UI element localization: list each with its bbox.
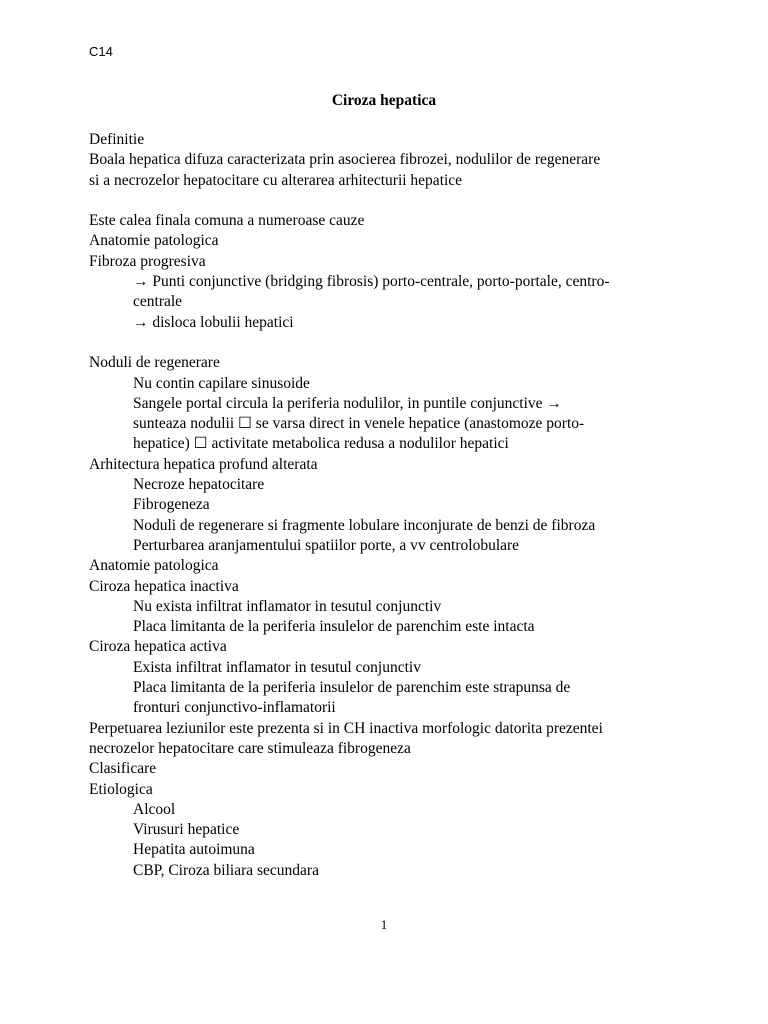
list-item: Nu exista infiltrat inflamator in tesutul conjunctiv [133,597,442,615]
perpetuation-line: necrozelor hepatocitare care stimuleaza fibrogeneza [89,739,411,757]
section-heading: Ciroza hepatica inactiva [89,577,239,595]
section-heading: Etiologica [89,780,153,798]
nodules-item-line: sunteaza nodulii ☐ se varsa direct in venele hepatice (anastomoze porto- [133,415,585,433]
blank-line [89,333,689,353]
section-heading: Anatomie patologica [89,557,219,575]
list-item: Placa limitanta de la periferia insulelor de parenchim este intacta [133,618,535,636]
list-item: Hepatita autoimuna [133,841,255,859]
fibrosis-item-line: centrale [133,293,183,311]
list-item: Necroze hepatocitare [133,476,265,494]
list-item: fronturi conjunctivo-inflamatorii [133,699,336,717]
fibrosis-item-line: → Punti conjunctive (bridging fibrosis) porto-centrale, porto-portale, centro- [133,273,610,291]
list-item: Placa limitanta de la periferia insulelor de parenchim este strapunsa de [133,679,571,697]
document-body [89,130,689,881]
blank-line [89,191,689,211]
fibrosis-item-line: → disloca lobulii hepatici [133,313,294,331]
section-heading: Anatomie patologica [89,232,219,250]
definition-text-line: si a necrozelor hepatocitare cu alterarea arhitecturii hepatice [89,171,463,189]
document-title: Ciroza hepatica [331,92,437,109]
list-item: Fibrogeneza [133,496,210,514]
common-path-line: Este calea finala comuna a numeroase cauze [89,212,365,230]
section-heading: Arhitectura hepatica profund alterata [89,455,318,473]
page-number: 1 [380,917,388,932]
document-code: C14 [89,44,113,59]
section-heading: Fibroza progresiva [89,252,206,270]
perpetuation-line: Perpetuarea leziunilor este prezenta si in CH inactiva morfologic datorita prezentei [89,719,603,737]
nodules-item-line: hepatice) ☐ activitate metabolica redusa a nodulilor hepatici [133,435,509,453]
nodules-item-line: Sangele portal circula la periferia nodulilor, in puntile conjunctive → [133,394,562,412]
list-item: Exista infiltrat inflamator in tesutul conjunctiv [133,658,421,676]
list-item: CBP, Ciroza biliara secundara [133,861,319,879]
list-item: Perturbarea aranjamentului spatiilor porte, a vv centrolobulare [133,536,520,554]
definition-text-line: Boala hepatica difuza caracterizata prin asocierea fibrozei, nodulilor de regenerare [89,151,601,169]
list-item: Alcool [133,800,176,818]
section-heading: Noduli de regenerare [89,354,220,372]
nodules-item-line: Nu contin capilare sinusoide [133,374,310,392]
list-item: Virusuri hepatice [133,821,240,839]
definition-heading: Definitie [89,131,145,148]
section-heading: Ciroza hepatica activa [89,638,227,656]
section-heading: Clasificare [89,760,157,778]
list-item: Noduli de regenerare si fragmente lobulare inconjurate de benzi de fibroza [133,516,596,534]
